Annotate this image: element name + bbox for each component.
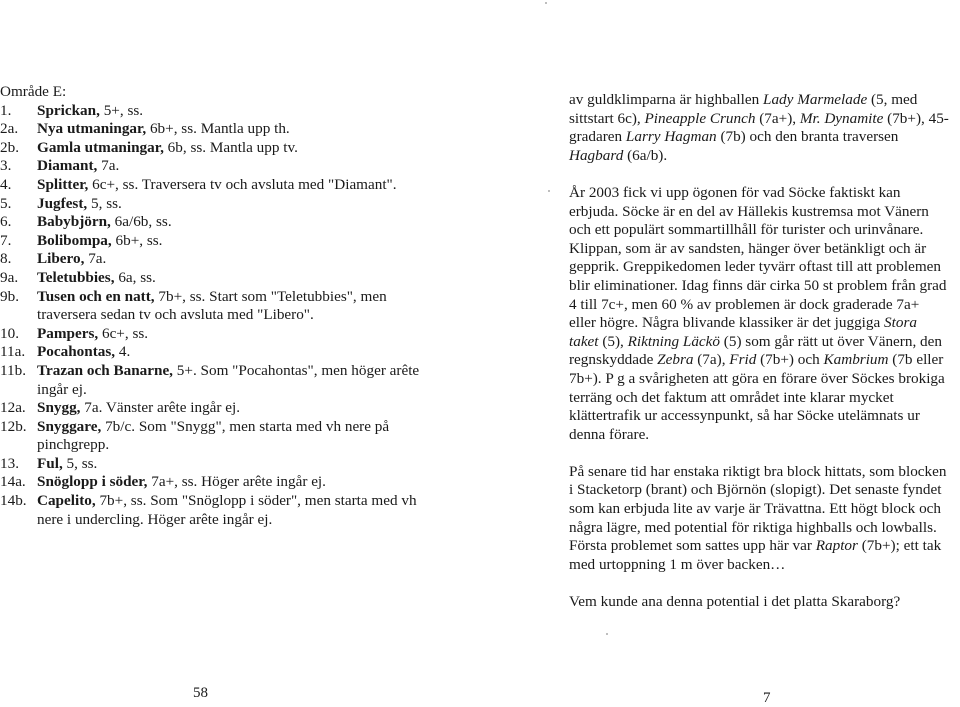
route-name: Mr. Dynamite bbox=[799, 109, 884, 127]
route-item bbox=[0, 362, 430, 399]
text-span: (7b eller 7b+). P g a svårigheten att göra en förare över Söckes brokiga terräng och det faktum att området inte klarar mycket klättertrafik ur accessynpunkt, så har Söcke utelämnats ur denna förare. bbox=[569, 351, 945, 443]
route-name: Larry Hagman bbox=[625, 128, 717, 146]
route-name: Raptor bbox=[815, 537, 858, 555]
area-heading: Område E: bbox=[0, 83, 67, 100]
route-number: 5. bbox=[0, 194, 12, 212]
route-name: Pocahontas, bbox=[37, 343, 116, 361]
paragraph-new-blocks bbox=[569, 463, 949, 575]
route-name: Pampers, bbox=[37, 324, 99, 342]
text-span: (7b+), 45-gradaren bbox=[569, 109, 949, 146]
route-details: 6a/6b, ss. bbox=[110, 213, 172, 231]
route-description bbox=[37, 418, 430, 455]
route-item bbox=[0, 325, 430, 344]
text-span: (7b) och den branta traversen bbox=[716, 128, 899, 146]
route-number: 11b. bbox=[0, 361, 27, 379]
route-number: 7. bbox=[0, 231, 12, 249]
route-item bbox=[0, 455, 430, 474]
route-item bbox=[0, 343, 430, 362]
route-name: Lady Marmelade bbox=[763, 91, 868, 108]
route-number: 6. bbox=[0, 213, 12, 231]
text-span: (5), bbox=[598, 332, 628, 350]
route-number: 13. bbox=[0, 454, 19, 472]
scan-speck bbox=[606, 633, 608, 635]
route-item bbox=[0, 399, 430, 418]
route-details: 7a. bbox=[97, 157, 120, 175]
route-description bbox=[37, 195, 430, 214]
route-number: 14b. bbox=[0, 492, 27, 510]
route-number: 4. bbox=[0, 175, 12, 193]
route-item bbox=[0, 102, 430, 121]
route-description bbox=[37, 325, 430, 344]
route-details: 7a. Vänster arête ingår ej. bbox=[80, 399, 241, 417]
right-page-text bbox=[569, 91, 949, 630]
route-name: Teletubbies, bbox=[37, 268, 115, 286]
paragraph-classics bbox=[569, 91, 949, 165]
route-name: Trazan och Banarne, bbox=[37, 361, 173, 379]
route-name: Ful, bbox=[37, 454, 63, 472]
route-number: 9b. bbox=[0, 287, 19, 305]
route-name: Zebra bbox=[657, 351, 694, 369]
route-name: Libero, bbox=[37, 250, 85, 268]
route-item bbox=[0, 176, 430, 195]
route-item bbox=[0, 232, 430, 251]
route-name: Riktning Läckö bbox=[627, 332, 720, 350]
route-name: Pineapple Crunch bbox=[644, 109, 756, 127]
route-item bbox=[0, 269, 430, 288]
route-name: Snyggare, bbox=[37, 417, 102, 435]
text-span: (5, med sittstart 6c), bbox=[569, 91, 918, 127]
route-description bbox=[37, 176, 430, 195]
route-number: 14a. bbox=[0, 473, 26, 491]
route-number: 1. bbox=[0, 101, 12, 119]
text-span: (7a), bbox=[693, 351, 730, 369]
route-number: 9a. bbox=[0, 268, 19, 286]
route-number: 8. bbox=[0, 250, 12, 268]
route-item bbox=[0, 213, 430, 232]
route-details: 7b/c. Som "Snygg", men starta med vh nere på pinchgrepp. bbox=[37, 417, 390, 454]
route-name: Sprickan, bbox=[37, 101, 100, 119]
text-span: (5) som går rätt ut över Vänern, den regnskyddade bbox=[569, 332, 942, 369]
route-number: 12a. bbox=[0, 399, 26, 417]
route-details: 7a+, ss. Höger arête ingår ej. bbox=[147, 473, 326, 491]
route-name: Jugfest, bbox=[37, 194, 88, 212]
route-list bbox=[0, 102, 430, 530]
route-number: 10. bbox=[0, 324, 19, 342]
route-name: Capelito, bbox=[37, 492, 96, 510]
route-details: 6a, ss. bbox=[114, 268, 156, 286]
route-details: 7b+, ss. Start som "Teletubbies", men traversera sedan tv och avsluta med "Libero". bbox=[37, 287, 387, 324]
scan-speck bbox=[548, 190, 550, 192]
text-span: (6a/b). bbox=[623, 146, 668, 164]
route-item bbox=[0, 473, 430, 492]
route-description bbox=[37, 492, 430, 529]
route-details: 7b+, ss. Som "Snöglopp i söder", men starta med vh nere i undercling. Höger arête ingår ej. bbox=[37, 492, 417, 528]
text-span: På senare tid har enstaka riktigt bra block hittats, som blocken i Stacketorp (brant) och Björnön (slopigt). Det senaste fyndet som kan erbjuda lite av varje är Trävattna. Ett högt block och några lägre, med potential för riktiga highballs och lowballs. Första problemet som sattes upp här var bbox=[569, 462, 947, 555]
route-description bbox=[37, 120, 430, 139]
left-page-route-list bbox=[0, 83, 430, 529]
route-name: Hagbard bbox=[569, 146, 624, 164]
route-number: 11a. bbox=[0, 343, 26, 361]
route-name: Splitter, bbox=[37, 175, 89, 193]
route-item bbox=[0, 139, 430, 158]
route-details: 5, ss. bbox=[62, 454, 98, 472]
route-details: 6c+, ss. bbox=[98, 324, 149, 342]
route-description bbox=[37, 157, 430, 176]
route-description bbox=[37, 455, 430, 474]
route-description bbox=[37, 250, 430, 269]
route-details: 5+. Som "Pocahontas", men höger arête ingår ej. bbox=[37, 361, 420, 398]
route-description bbox=[37, 232, 430, 251]
route-details: 7a. bbox=[84, 250, 107, 268]
route-description bbox=[37, 288, 430, 325]
route-number: 2a. bbox=[0, 120, 19, 138]
route-details: 6b, ss. Mantla upp tv. bbox=[163, 138, 298, 156]
route-name: Stora taket bbox=[569, 314, 917, 350]
route-description bbox=[37, 473, 430, 492]
text-span: (7b+) och bbox=[756, 351, 824, 369]
route-description bbox=[37, 343, 430, 362]
route-item bbox=[0, 120, 430, 139]
text-span: av guldklimparna är highballen bbox=[569, 91, 764, 108]
route-details: 5, ss. bbox=[87, 194, 122, 212]
route-number: 12b. bbox=[0, 417, 27, 435]
route-number: 2b. bbox=[0, 138, 19, 156]
route-item bbox=[0, 418, 430, 455]
route-details: 6c+, ss. Traversera tv och avsluta med "Diamant". bbox=[88, 175, 397, 193]
text-span: (7b+); ett tak med urtoppning 1 m över backen… bbox=[569, 537, 942, 573]
page-number-left: 58 bbox=[193, 685, 208, 701]
route-name: Tusen och en natt, bbox=[37, 287, 155, 305]
route-item bbox=[0, 195, 430, 214]
route-name: Bolibompa, bbox=[37, 231, 112, 249]
route-name: Kambrium bbox=[823, 351, 889, 369]
route-item bbox=[0, 250, 430, 269]
text-span: År 2003 fick vi upp ögonen för vad Söcke faktiskt kan erbjuda. Söcke är en del av Hällekis kustremsa mot Vänern och ett populärt sommartillhåll för turister och urinvånare. Klippan, som är av sandsten, hänger över betänkligt och är gepprik. Greppikedomen leder tyvärr oftast till att problemen blir eliminationer. Idag finns där cirka 50 st problem från grad 4 till 7c+, men 60 % av problemen är dock graderade 7a+ eller högre. Några blivande klassiker är det juggiga bbox=[569, 183, 947, 332]
route-description bbox=[37, 213, 430, 232]
route-name: Snygg, bbox=[37, 399, 81, 417]
paragraph-closing: Vem kunde ana denna potential i det platta Skaraborg? bbox=[569, 593, 901, 611]
route-item bbox=[0, 492, 430, 529]
route-name: Gamla utmaningar, bbox=[37, 138, 164, 156]
route-details: 6b+, ss. bbox=[111, 231, 163, 249]
route-description bbox=[37, 269, 430, 288]
page-number-right: 7 bbox=[763, 690, 771, 706]
scan-speck bbox=[545, 2, 547, 4]
paragraph-socke bbox=[569, 184, 949, 444]
route-number: 3. bbox=[0, 157, 12, 175]
route-name: Babybjörn, bbox=[37, 213, 111, 231]
route-details: 6b+, ss. Mantla upp th. bbox=[146, 120, 290, 138]
route-item bbox=[0, 157, 430, 176]
text-span: (7a+), bbox=[755, 109, 800, 127]
route-description bbox=[37, 102, 430, 121]
route-details: 4. bbox=[115, 343, 131, 361]
route-description bbox=[37, 399, 430, 418]
route-name: Frid bbox=[729, 351, 757, 369]
route-name: Diamant, bbox=[37, 157, 98, 175]
route-name: Nya utmaningar, bbox=[37, 120, 147, 138]
route-description bbox=[37, 362, 430, 399]
route-details: 5+, ss. bbox=[99, 101, 144, 119]
route-name: Snöglopp i söder, bbox=[37, 473, 148, 491]
route-description bbox=[37, 139, 430, 158]
route-item bbox=[0, 288, 430, 325]
